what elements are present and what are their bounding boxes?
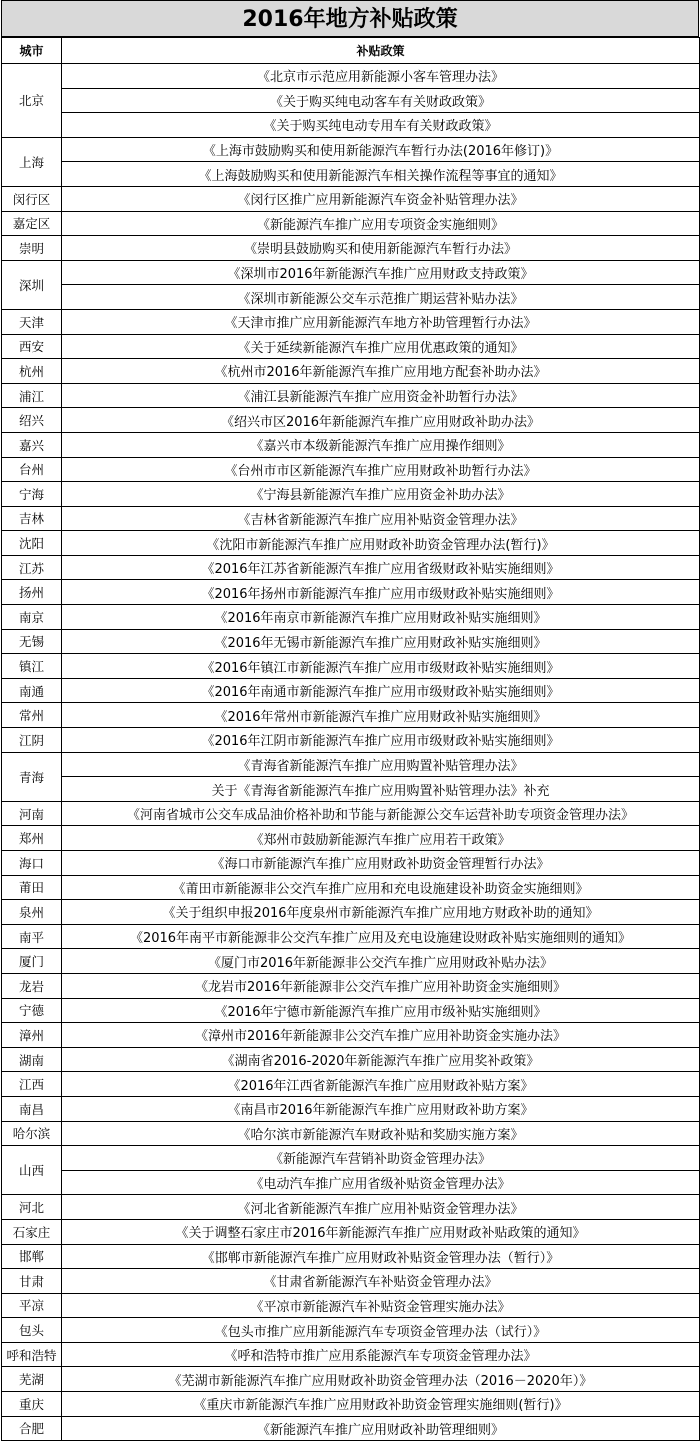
table-row xyxy=(2,924,700,949)
policy-cell: 《2016年宁德市新能源汽车推广应用市级补贴实施细则》 xyxy=(62,998,700,1023)
table-row xyxy=(2,629,700,654)
policy-cell: 《2016年江西省新能源汽车推广应用财政补贴方案》 xyxy=(62,1072,700,1097)
city-cell: 石家庄 xyxy=(2,1219,62,1244)
policy-cell: 《重庆市新能源汽车推广应用财政补助资金管理实施细则(暂行)》 xyxy=(62,1392,700,1417)
table-row xyxy=(2,1072,700,1097)
city-cell: 沈阳 xyxy=(2,531,62,556)
policy-cell: 《深圳市新能源公交车示范推广期运营补贴办法》 xyxy=(62,285,700,310)
table-row xyxy=(2,457,700,482)
city-cell: 北京 xyxy=(2,64,62,138)
table-body xyxy=(2,64,700,1441)
city-cell: 台州 xyxy=(2,457,62,482)
table-row xyxy=(2,555,700,580)
city-cell: 重庆 xyxy=(2,1392,62,1417)
policy-cell: 《河南省城市公交车成品油价格补助和节能与新能源公交车运营补助专项资金管理办法》 xyxy=(62,801,700,826)
city-cell: 芜湖 xyxy=(2,1367,62,1392)
policy-cell: 《关于调整石家庄市2016年新能源汽车推广应用财政补贴政策的通知》 xyxy=(62,1219,700,1244)
policy-cell: 《上海市鼓励购买和使用新能源汽车暂行办法(2016年修订)》 xyxy=(62,137,700,162)
table-row xyxy=(2,777,700,802)
page-title: 2016年地方补贴政策 xyxy=(1,0,699,37)
table-row xyxy=(2,236,700,261)
table-row xyxy=(2,1170,700,1195)
policy-cell: 《呼和浩特市推广应用系能源汽车专项资金管理办法》 xyxy=(62,1342,700,1367)
city-cell: 海口 xyxy=(2,851,62,876)
city-cell: 崇明 xyxy=(2,236,62,261)
policy-cell: 《新能源汽车推广应用财政补助管理细则》 xyxy=(62,1416,700,1441)
city-cell: 湖南 xyxy=(2,1047,62,1072)
policy-cell: 《南昌市2016年新能源汽车推广应用财政补助方案》 xyxy=(62,1096,700,1121)
city-cell: 哈尔滨 xyxy=(2,1121,62,1146)
table-row xyxy=(2,875,700,900)
policy-cell: 《包头市推广应用新能源汽车专项资金管理办法（试行）》 xyxy=(62,1318,700,1343)
policy-cell: 《关于延续新能源汽车推广应用优惠政策的通知》 xyxy=(62,334,700,359)
policy-table xyxy=(1,37,700,1441)
city-cell: 闵行区 xyxy=(2,186,62,211)
city-cell: 河北 xyxy=(2,1195,62,1220)
table-row xyxy=(2,482,700,507)
policy-cell: 《关于购买纯电动客车有关财政政策》 xyxy=(62,88,700,113)
table-row xyxy=(2,432,700,457)
policy-cell: 《关于组织申报2016年度泉州市新能源汽车推广应用地方财政补助的通知》 xyxy=(62,900,700,925)
table-row xyxy=(2,826,700,851)
city-cell: 南昌 xyxy=(2,1096,62,1121)
city-cell: 平凉 xyxy=(2,1293,62,1318)
table-row xyxy=(2,1219,700,1244)
table-row xyxy=(2,949,700,974)
policy-cell: 《郑州市鼓励新能源汽车推广应用若干政策》 xyxy=(62,826,700,851)
table-row xyxy=(2,334,700,359)
table-row xyxy=(2,260,700,285)
table-row xyxy=(2,1367,700,1392)
policy-cell: 《天津市推广应用新能源汽车地方补助管理暂行办法》 xyxy=(62,309,700,334)
policy-cell: 《宁海县新能源汽车推广应用资金补助办法》 xyxy=(62,482,700,507)
city-cell: 吉林 xyxy=(2,506,62,531)
table-row xyxy=(2,1342,700,1367)
table-row xyxy=(2,506,700,531)
policy-cell: 《邯郸市新能源汽车推广应用财政补贴资金管理办法（暂行）》 xyxy=(62,1244,700,1269)
city-cell: 邯郸 xyxy=(2,1244,62,1269)
policy-cell: 《新能源汽车营销补助资金管理办法》 xyxy=(62,1146,700,1171)
policy-sheet xyxy=(1,0,699,1441)
city-cell: 呼和浩特 xyxy=(2,1342,62,1367)
city-cell: 宁德 xyxy=(2,998,62,1023)
city-cell: 郑州 xyxy=(2,826,62,851)
policy-cell: 《平凉市新能源汽车补贴资金管理实施办法》 xyxy=(62,1293,700,1318)
table-row xyxy=(2,1293,700,1318)
city-cell: 江苏 xyxy=(2,555,62,580)
policy-cell: 《北京市示范应用新能源小客车管理办法》 xyxy=(62,64,700,89)
city-cell: 漳州 xyxy=(2,1023,62,1048)
table-row xyxy=(2,1023,700,1048)
policy-cell: 《青海省新能源汽车推广应用购置补贴管理办法》 xyxy=(62,752,700,777)
city-cell: 深圳 xyxy=(2,260,62,309)
table-row xyxy=(2,1269,700,1294)
policy-cell: 《河北省新能源汽车推广应用补贴资金管理办法》 xyxy=(62,1195,700,1220)
city-cell: 天津 xyxy=(2,309,62,334)
table-row xyxy=(2,1416,700,1441)
policy-cell: 《海口市新能源汽车推广应用财政补助资金管理暂行办法》 xyxy=(62,851,700,876)
city-cell: 山西 xyxy=(2,1146,62,1195)
city-cell: 包头 xyxy=(2,1318,62,1343)
table-row xyxy=(2,580,700,605)
city-cell: 莆田 xyxy=(2,875,62,900)
city-cell: 宁海 xyxy=(2,482,62,507)
policy-cell: 《甘肃省新能源汽车补贴资金管理办法》 xyxy=(62,1269,700,1294)
city-cell: 青海 xyxy=(2,752,62,801)
policy-cell: 《2016年南平市新能源非公交汽车推广应用及充电设施建设财政补贴实施细则的通知》 xyxy=(62,924,700,949)
table-row xyxy=(2,605,700,630)
city-cell: 嘉定区 xyxy=(2,211,62,236)
city-cell: 南京 xyxy=(2,605,62,630)
table-row xyxy=(2,162,700,187)
city-cell: 镇江 xyxy=(2,654,62,679)
table-row xyxy=(2,186,700,211)
policy-cell: 《龙岩市2016年新能源非公交汽车推广应用补助资金实施细则》 xyxy=(62,973,700,998)
table-row xyxy=(2,851,700,876)
table-row xyxy=(2,113,700,138)
policy-cell: 《电动汽车推广应用省级补贴资金管理办法》 xyxy=(62,1170,700,1195)
table-row xyxy=(2,1244,700,1269)
table-row xyxy=(2,1121,700,1146)
table-row xyxy=(2,137,700,162)
policy-cell: 《新能源汽车推广应用专项资金实施细则》 xyxy=(62,211,700,236)
policy-cell: 《哈尔滨市新能源汽车财政补贴和奖励实施方案》 xyxy=(62,1121,700,1146)
table-row xyxy=(2,88,700,113)
city-column-header: 城市 xyxy=(2,38,62,64)
policy-cell: 《沈阳市新能源汽车推广应用财政补助资金管理办法(暂行)》 xyxy=(62,531,700,556)
policy-cell: 《台州市市区新能源汽车推广应用财政补助暂行办法》 xyxy=(62,457,700,482)
policy-cell: 《绍兴市区2016年新能源汽车推广应用财政补助办法》 xyxy=(62,408,700,433)
city-cell: 浦江 xyxy=(2,383,62,408)
table-row xyxy=(2,1096,700,1121)
city-cell: 西安 xyxy=(2,334,62,359)
table-row xyxy=(2,1047,700,1072)
policy-cell: 《崇明县鼓励购买和使用新能源汽车暂行办法》 xyxy=(62,236,700,261)
policy-cell: 《2016年常州市新能源汽车推广应用财政补贴实施细则》 xyxy=(62,703,700,728)
city-cell: 甘肃 xyxy=(2,1269,62,1294)
table-row xyxy=(2,1195,700,1220)
policy-cell: 《上海鼓励购买和使用新能源汽车相关操作流程等事宜的通知》 xyxy=(62,162,700,187)
table-row xyxy=(2,801,700,826)
policy-cell: 《嘉兴市本级新能源汽车推广应用操作细则》 xyxy=(62,432,700,457)
table-row xyxy=(2,1318,700,1343)
table-row xyxy=(2,64,700,89)
table-row xyxy=(2,211,700,236)
city-cell: 上海 xyxy=(2,137,62,186)
policy-cell: 《浦江县新能源汽车推广应用资金补助暂行办法》 xyxy=(62,383,700,408)
table-row xyxy=(2,752,700,777)
policy-cell: 《关于购买纯电动专用车有关财政政策》 xyxy=(62,113,700,138)
table-row xyxy=(2,309,700,334)
policy-cell: 《2016年无锡市新能源汽车推广应用财政补贴实施细则》 xyxy=(62,629,700,654)
table-row xyxy=(2,383,700,408)
city-cell: 杭州 xyxy=(2,359,62,384)
table-row xyxy=(2,703,700,728)
policy-cell: 《闵行区推广应用新能源汽车资金补贴管理办法》 xyxy=(62,186,700,211)
table-row xyxy=(2,654,700,679)
city-cell: 南平 xyxy=(2,924,62,949)
policy-cell: 《2016年江阴市新能源汽车推广应用市级财政补贴实施细则》 xyxy=(62,728,700,753)
city-cell: 厦门 xyxy=(2,949,62,974)
policy-cell: 《2016年扬州市新能源汽车推广应用市级财政补贴实施细则》 xyxy=(62,580,700,605)
header-row xyxy=(2,38,700,64)
table-row xyxy=(2,359,700,384)
table-row xyxy=(2,678,700,703)
policy-cell: 《杭州市2016年新能源汽车推广应用地方配套补助办法》 xyxy=(62,359,700,384)
policy-cell: 《吉林省新能源汽车推广应用补贴资金管理办法》 xyxy=(62,506,700,531)
policy-cell: 关于《青海省新能源汽车推广应用购置补贴管理办法》补充 xyxy=(62,777,700,802)
city-cell: 嘉兴 xyxy=(2,432,62,457)
city-cell: 常州 xyxy=(2,703,62,728)
city-cell: 南通 xyxy=(2,678,62,703)
table-row xyxy=(2,408,700,433)
city-cell: 合肥 xyxy=(2,1416,62,1441)
policy-cell: 《湖南省2016-2020年新能源汽车推广应用奖补政策》 xyxy=(62,1047,700,1072)
table-row xyxy=(2,998,700,1023)
city-cell: 江西 xyxy=(2,1072,62,1097)
table-row xyxy=(2,285,700,310)
city-cell: 无锡 xyxy=(2,629,62,654)
policy-cell: 《2016年南京市新能源汽车推广应用财政补贴实施细则》 xyxy=(62,605,700,630)
policy-cell: 《深圳市2016年新能源汽车推广应用财政支持政策》 xyxy=(62,260,700,285)
table-row xyxy=(2,900,700,925)
policy-cell: 《厦门市2016年新能源非公交汽车推广应用财政补贴办法》 xyxy=(62,949,700,974)
policy-cell: 《2016年江苏省新能源汽车推广应用省级财政补贴实施细则》 xyxy=(62,555,700,580)
table-row xyxy=(2,973,700,998)
city-cell: 泉州 xyxy=(2,900,62,925)
city-cell: 扬州 xyxy=(2,580,62,605)
policy-cell: 《漳州市2016年新能源非公交汽车推广应用补助资金实施办法》 xyxy=(62,1023,700,1048)
policy-cell: 《芜湖市新能源汽车推广应用财政补助资金管理办法（2016－2020年）》 xyxy=(62,1367,700,1392)
policy-column-header: 补贴政策 xyxy=(62,38,700,64)
table-row xyxy=(2,531,700,556)
table-row xyxy=(2,1146,700,1171)
city-cell: 绍兴 xyxy=(2,408,62,433)
table-row xyxy=(2,1392,700,1417)
policy-cell: 《莆田市新能源非公交汽车推广应用和充电设施建设补助资金实施细则》 xyxy=(62,875,700,900)
policy-cell: 《2016年镇江市新能源汽车推广应用市级财政补贴实施细则》 xyxy=(62,654,700,679)
table-row xyxy=(2,728,700,753)
city-cell: 河南 xyxy=(2,801,62,826)
city-cell: 龙岩 xyxy=(2,973,62,998)
policy-cell: 《2016年南通市新能源汽车推广应用市级财政补贴实施细则》 xyxy=(62,678,700,703)
city-cell: 江阴 xyxy=(2,728,62,753)
